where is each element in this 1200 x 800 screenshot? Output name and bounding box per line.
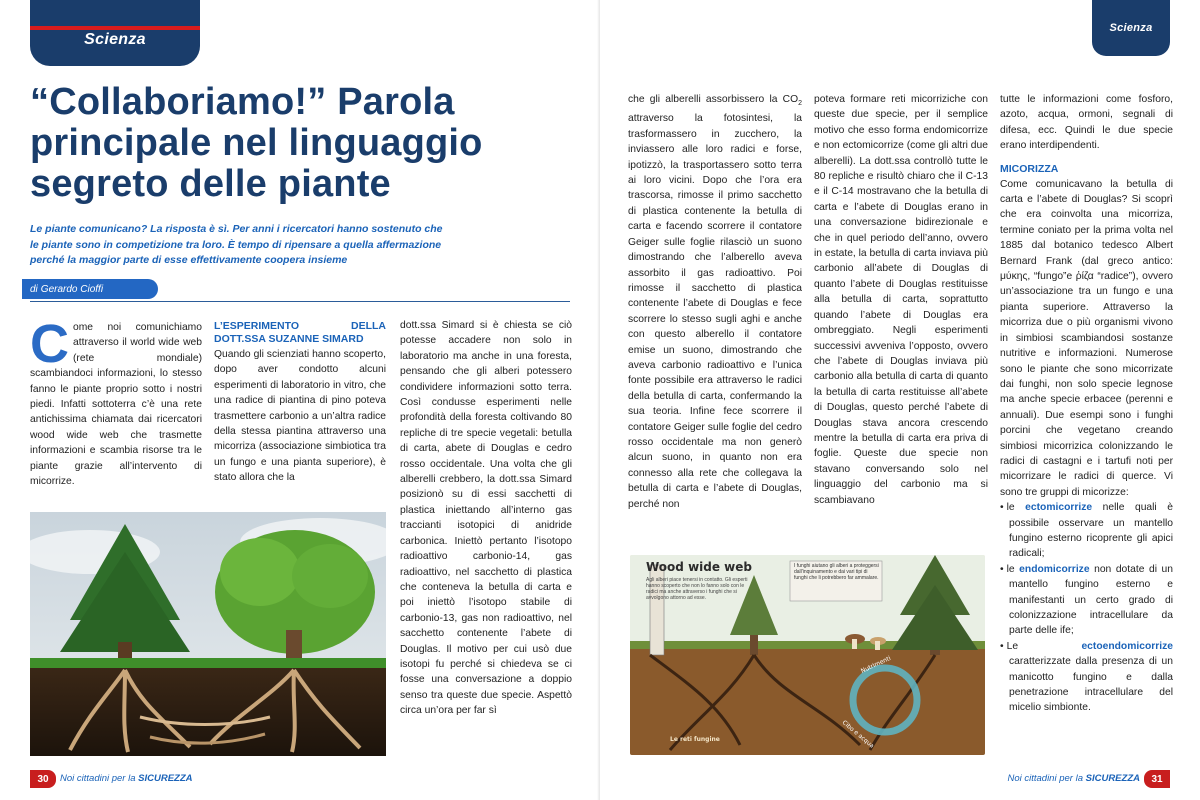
footer-tagline-right	[1007, 773, 1140, 784]
column-5-text: poteva formare reti micorriziche con queste due specie, per il semplice motivo che esso forma endomicorrize e non ectomicorrize (come gli altri due alberelli). La dott.ssa controllò tutte le 80 repliche e risultò chiaro che il C-13 e il C-14 mostravano che la betulla di carta e l’abete di Douglas erano in una conversazione bidirezionale e che in quel periodo dell’anno, ovvero in estate, la betulla di carta inviava più carbonio all’abete di Douglas di quanto l’abete di Douglas restituisse alla betulla di carta, soprattutto quando l’abete di Douglas era ombreggiato. Negli esperimenti successivi avveniva l’opposto, ovvero che l’abete di Douglas inviava più carbonio alla betulla di carta di quanto la betulla di carta restituisse all’abete di Douglas, questo perché l’abete di Douglas stava ancora crescendo mentre la betulla di carta era priva di foglie. Queste due specie non stavano conversando solo nel linguaggio del carbonio ma si scambiavano	[814, 94, 989, 506]
column-4-text-b: attraverso la fotosintesi, la trasformassero in zucchero, la inviassero alle loro radici e forse, ipotizzò, la trasportassero sotto terra ai loro vicini. Dopo che l’ora era trascorsa, rimosse il primo sacchetto di plastica contenente la betulla di carta e facendo scorrere il contatore Geiger sulle foglie rilasciò un suono dimostrando che l’alberello aveva assorbito il gas radioattivo. Poi rimosse il sacchetto di plastica contenente l’abete di Douglas e fece scorrere lo stesso sugli aghi e anche con questo alberello il contatore emise un suono, dimostrando che aveva carbonio radioattivo e l’unica fonte possibile era attraverso le radici della betulla di carta, confermando la sua teoria. Infine fece scorrere il contatore Geiger sulle foglie del cedro rosso occidentale ma non generò alcun suono, in quanto non era connesso alla rete che collegava la betulla di carta e l’abete di Douglas, perché non	[628, 113, 802, 510]
arrow-label-2: Cibo e acqua	[840, 719, 876, 750]
divider	[30, 301, 570, 302]
dropcap: C	[30, 314, 69, 374]
wood-wide-web-illustration	[630, 555, 985, 755]
roots-label: Le reti fungine	[670, 736, 720, 743]
list-item-pre: Le	[1006, 640, 1082, 652]
subscript: 2	[798, 100, 802, 108]
column-4-text	[628, 92, 802, 512]
section-heading: L’ESPERIMENTO DELLA DOTT.SSA SUZANNE SIMARD	[214, 320, 386, 345]
author-name: Gerardo Cioffi	[40, 283, 104, 295]
list-item-text: caratterizzate dalla presenza di un manicotto fungino e dalla penetrazione intracellulare del micelio simbionte.	[1009, 656, 1173, 714]
column-1	[30, 314, 202, 489]
section-tab-right: Scienza	[1092, 0, 1170, 56]
column-4-text-a: che gli alberelli assorbissero la CO	[628, 94, 799, 105]
list-item-term: ectomicorrize	[1025, 502, 1093, 514]
column-1-text: ome noi comunichiamo attraverso il world wide web (rete mondiale) scambiandoci informazioni, lo stesso fanno le piante proprio sotto i nostri piedi. Infatti sottoterra c’è una rete antichissima chiamata dai ricercatori wood wide web che trasmette informazioni e scambia risorse tra le piante grazie all’intervento di micorrize.	[30, 322, 202, 488]
column-3-text: dott.ssa Simard si è chiesta se ciò potesse accadere non solo in laboratorio ma anche in una foresta, pensando che gli alberi potessero condividere informazioni sotto terra. Così condusse esperimenti nelle profondità della foresta coltivando 80 repliche di tre specie vegetali: betulla di carta, abete di Douglas e cedro rosso occidentale. Una volta che gli alberelli crebbero, la dott.ssa Simard posizionò su di essi sacchetti di plastica iniettando all’interno gas traccianti isotopici di anidride carbonica. Iniettò pertanto l’isotopo radioattivo carbonio-14, gas radioattivo, nel sacchetto di plastica che conteneva la betulla di carta e poi iniettò l’isotopo stabile di carbonio-13, gas non radioattivo, nel sacchetto contenente l’abete di Douglas. Il motivo per cui usò due isotopi fu perché si chiedeva se ci fosse una conversazione a doppio senso tra queste due specie. Aspettò circa un’ora per far sì	[400, 320, 572, 717]
list-item	[1000, 639, 1173, 716]
headline: “Collaboriamo!” Parola principale nel linguaggio segreto delle piante	[30, 81, 483, 205]
section-tab: Scienza	[30, 0, 200, 66]
footer-text: Noi cittadini per la	[1007, 773, 1086, 784]
list-item-pre: le	[1006, 502, 1026, 514]
column-6	[1000, 92, 1173, 716]
footer-text: Noi cittadini per la	[60, 773, 139, 784]
column-6-intro: tutte le informazioni come fosforo, azoto, acqua, ormoni, segnali di difesa, ecc. Quindi le due specie erano interdipendenti.	[1000, 94, 1173, 152]
figure-title: Wood wide web	[646, 560, 752, 574]
subtitle: Le piante comunicano? La risposta è sì. Per anni i ricercatori hanno sostenuto che le piante sono in competizione tra loro. È tempo di ripensare a quella affermazione perché la maggior parte di esse effettivamente coopera insieme	[30, 223, 443, 266]
list-item	[1000, 500, 1173, 562]
column-3	[400, 318, 572, 719]
section-heading-micorizza: MICORIZZA	[1000, 162, 1059, 175]
column-6-body: Come comunicavano la betulla di carta e l’abete di Douglas? Si scoprì che era coinvolta una micorriza, termine coniato per la prima volta nel 1885 dal botanico tedesco Albert Bernard Frank (dal greco antico: μύκης, “fungo”e ῥίζα “radice”), ovvero un’associazione tra un fungo e una pianta superiore. Attraverso la micorriza due o più organismi vivono in simbiosi scambiandosi sostanze nutritive e informazioni. Numerose sono le piante che sono micorrizate dai funghi, non solo specie legnose ma anche specie erbacee (perenni e annuali). Due esempi sono i funghi porcini che vegetano creando simbiosi micorrizica colonizzando le radici di castagni e i tartufi noti per micorrizare le radici di querce. Vi sono tre gruppi di micorizze:	[1000, 178, 1173, 498]
list-item-pre: le	[1006, 563, 1020, 575]
list-item-text: non dotate di un mantello fungino esterno e manifestanti un certo grado di colonizzazione intracellulare da parte delle ife;	[1009, 563, 1173, 637]
list-item-term: endomicorrize	[1019, 563, 1090, 575]
mycorrhiza-list	[1000, 500, 1173, 716]
arrow-label-1: Nutrimenti	[859, 654, 892, 675]
footer-brand: SICUREZZA	[138, 773, 193, 784]
column-5	[814, 92, 988, 508]
trees-roots-illustration	[30, 512, 386, 756]
footer-brand: SICUREZZA	[1085, 773, 1140, 784]
footer-tagline-left	[60, 773, 193, 784]
column-2	[214, 320, 386, 486]
list-item-text: nelle quali è possibile osservare un mantello fungino esterno ricoprente gli apici radicali;	[1009, 502, 1173, 560]
author-bar	[22, 279, 158, 299]
figure-caption-2: I funghi aiutano gli alberi a proteggersi dall'inquinamento e dai vari tipi di funghi che li potrebbero far ammalare.	[794, 563, 879, 581]
column-2-text: Quando gli scienziati hanno scoperto, dopo aver condotto alcuni esperimenti di laboratorio in vitro, che una radice di piantina di pino poteva trasmettere carbonio a un’altra radice della stessa piantina attraverso una micorriza (associazione simbiotica tra un fungo e una pianta superiore), è stato allora che la	[214, 349, 386, 484]
list-item	[1000, 562, 1173, 639]
column-4	[628, 92, 802, 512]
author-prefix: di	[30, 283, 38, 295]
list-item-term: ectoendomicorrize	[1081, 640, 1173, 652]
page-number-left: 30	[30, 770, 56, 788]
figure-caption-1: Agli alberi piace tenersi in contatto. Gli esperti hanno scoperto che non lo fanno solo con le radici ma anche attraverso i funghi che si avvolgono attorno ad esse.	[646, 577, 748, 601]
page-number-right: 31	[1144, 770, 1170, 788]
